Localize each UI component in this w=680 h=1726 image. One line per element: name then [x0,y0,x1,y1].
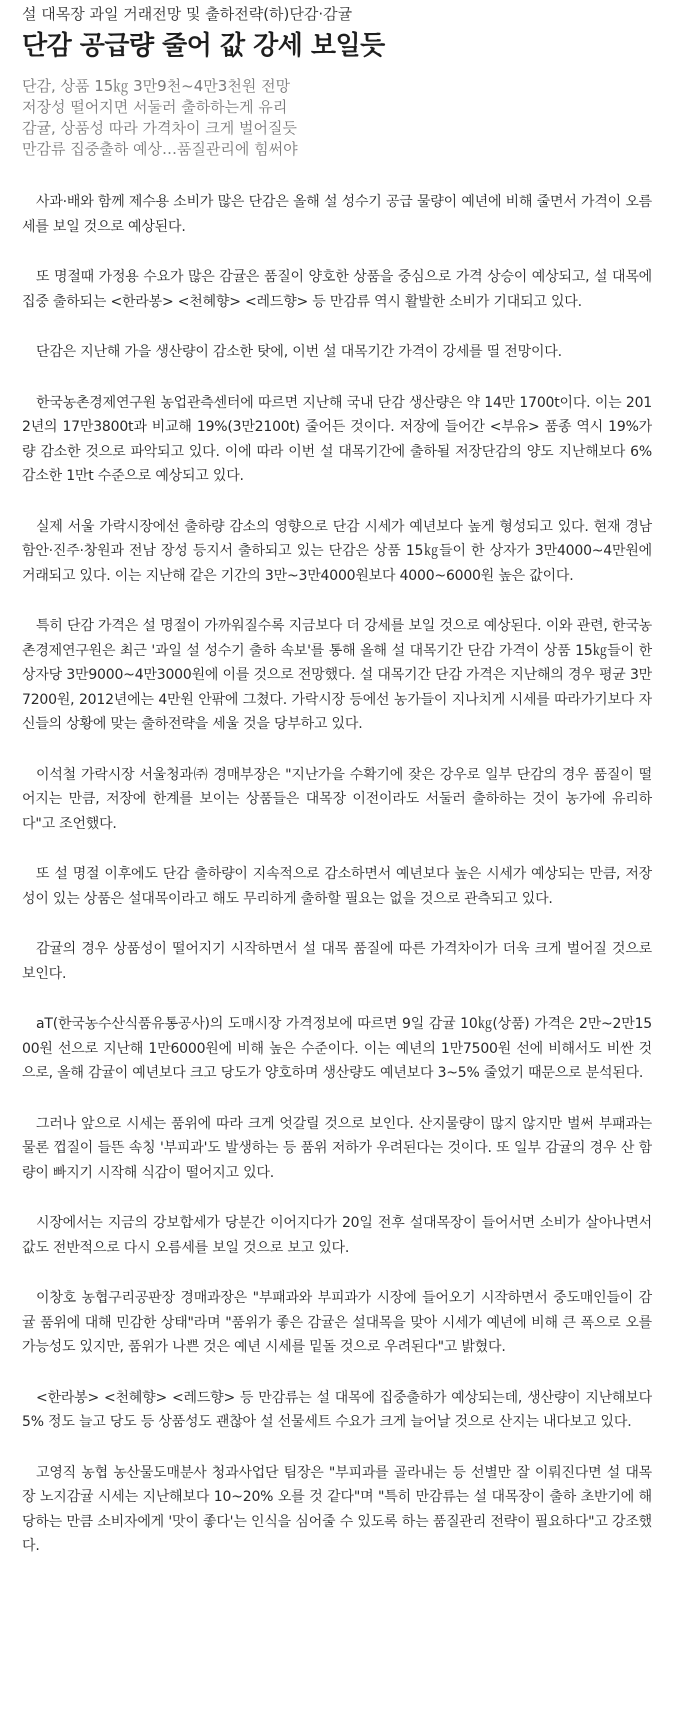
article-paragraph: 사과·배와 함께 제수용 소비가 많은 단감은 올해 설 성수기 공급 물량이 예년에 비해 줄면서 가격이 오름세를 보일 것으로 예상된다. [22,194,652,235]
subheading: 단감, 상품 15㎏ 3만9천~4만3천원 전망 [22,77,291,95]
article-paragraph: 단감은 지난해 가을 생산량이 감소한 탓에, 이번 설 대목기간 가격이 강세를 띨 전망이다. [36,344,562,360]
article-kicker: 설 대목장 과일 거래전망 및 출하전략(하)단감·감귤 [22,5,353,23]
article-paragraph: 감귤의 경우 상품성이 떨어지기 시작하면서 설 대목 품질에 따른 가격차이가 더욱 크게 벌어질 것으로 보인다. [22,941,652,982]
article-paragraph: 그러나 앞으로 시세는 품위에 따라 크게 엇갈릴 것으로 보인다. 산지물량이 많지 않지만 벌써 부패과는 물론 껍질이 들뜬 속칭 '부피과'도 발생하는 등 품위 저하가 우려된다는 것이다. 또 일부 감귤의 경우 산 함량이 빠지기 시작해 식감이 떨어지고 있다. [22,1115,652,1181]
article-paragraph: 특히 단감 가격은 설 명절이 가까워질수록 지금보다 더 강세를 보일 것으로 예상된다. 이와 관련, 한국농촌경제연구원은 최근 '과일 설 성수기 출하 속보'를 통해 올해 설 대목기간 단감 가격이 상품 15㎏들이 한 상자당 3만9000~4만3000원에 이를 것으로 전망했다. 설 대목기간 단감 가격은 지난해의 경우 평균 3만7200원, 2012년에는 4만원 안팎에 그쳤다. 가락시장 등에선 농가들이 지나치게 시세를 따라가기보다 자신들의 상황에 맞는 출하전략을 세울 것을 당부하고 있다. [22,618,652,732]
article-paragraph: aT(한국농수산식품유통공사)의 도매시장 가격정보에 따르면 9일 감귤 10㎏(상품) 가격은 2만~2만1500원 선으로 지난해 1만6000원에 비해 높은 수준이다. 이는 예년의 1만7500원 선에 비해서도 비싼 것으로, 올해 감귤이 예년보다 크고 당도가 양호하며 생산량도 예년보다 3~5% 줄었기 때문으로 분석된다. [22,1016,652,1081]
article-paragraph: 또 설 명절 이후에도 단감 출하량이 지속적으로 감소하면서 예년보다 높은 시세가 예상되는 만큼, 저장성이 있는 상품은 설대목이라고 해도 무리하게 출하할 필요는 없을 것으로 관측되고 있다. [22,866,652,907]
article-body [22,190,652,1559]
article-paragraph: 이석철 가락시장 서울청과㈜ 경매부장은 "지난가을 수확기에 잦은 강우로 일부 단감의 경우 품질이 떨어지는 만큼, 저장에 한계를 보이는 상품들은 대목장 이전이라도 서둘러 출하하는 것이 농가에 유리하다"고 조언했다. [22,766,652,832]
article-paragraph: 이창호 농협구리공판장 경매과장은 "부패과와 부피과가 시장에 들어오기 시작하면서 중도매인들이 감귤 품위에 대해 민감한 상태"라며 "품위가 좋은 감귤은 설대목을 맞아 시세가 예년에 비해 큰 폭으로 오를 가능성도 있지만, 품위가 나쁜 것은 예년 시세를 밑돌 것으로 우려된다"고 밝혔다. [22,1290,652,1355]
subheading: 감귤, 상품성 따라 가격차이 크게 벌어질듯 [22,119,297,137]
article-paragraph: <한라봉> <천혜향> <레드향> 등 만감류는 설 대목에 집중출하가 예상되는데, 생산량이 지난해보다 5% 정도 늘고 당도 등 상품성도 괜찮아 설 선물세트 수요가 크게 늘어날 것으로 산지는 내다보고 있다. [22,1389,652,1430]
subheading: 저장성 떨어지면 서둘러 출하하는게 유리 [22,98,288,116]
article-paragraph: 또 명절때 가정용 수요가 많은 감귤은 품질이 양호한 상품을 중심으로 가격 상승이 예상되고, 설 대목에 집중 출하되는 <한라봉> <천혜향> <레드향> 등 만감류 역시 활발한 소비가 기대되고 있다. [22,269,652,310]
subheading: 만감류 집중출하 예상…품질관리에 힘써야 [22,140,298,158]
article-paragraph: 고영직 농협 농산물도매분사 청과사업단 팀장은 "부피과를 골라내는 등 선별만 잘 이뤄진다면 설 대목장 노지감귤 시세는 지난해보다 10~20% 오를 것 같다"며 "특히 만감류는 설 대목장이 출하 초반기에 해당하는 만큼 소비자에게 '맛이 좋다'는 인식을 심어줄 수 있도록 하는 품질관리 전략이 필요하다"고 강조했다. [22,1464,652,1554]
article-subheadings [22,76,652,160]
article-headline: 단감 공급량 줄어 값 강세 보일듯 [22,31,385,61]
article-paragraph: 한국농촌경제연구원 농업관측센터에 따르면 지난해 국내 단감 생산량은 약 14만 1700t이다. 이는 2012년의 17만3800t과 비교해 19%(3만2100t) 줄어든 것이다. 저장에 들어간 <부유> 품종 역시 19%가량 감소한 것으로 파악되고 있다. 이에 따라 이번 설 대목기간에 출하될 저장단감의 양도 지난해보다 6% 감소한 1만t 수준으로 예상되고 있다. [22,394,652,484]
article-paragraph: 실제 서울 가락시장에선 출하량 감소의 영향으로 단감 시세가 예년보다 높게 형성되고 있다. 현재 경남 함안·진주·창원과 전남 장성 등지서 출하되고 있는 단감은 상품 15㎏들이 한 상자가 3만4000~4만원에 거래되고 있다. 이는 지난해 같은 기간의 3만~3만4000원보다 4000~6000원 높은 값이다. [22,518,652,584]
article-paragraph: 시장에서는 지금의 강보합세가 당분간 이어지다가 20일 전후 설대목장이 들어서면 소비가 살아나면서 값도 전반적으로 다시 오름세를 보일 것으로 보고 있다. [22,1215,652,1256]
